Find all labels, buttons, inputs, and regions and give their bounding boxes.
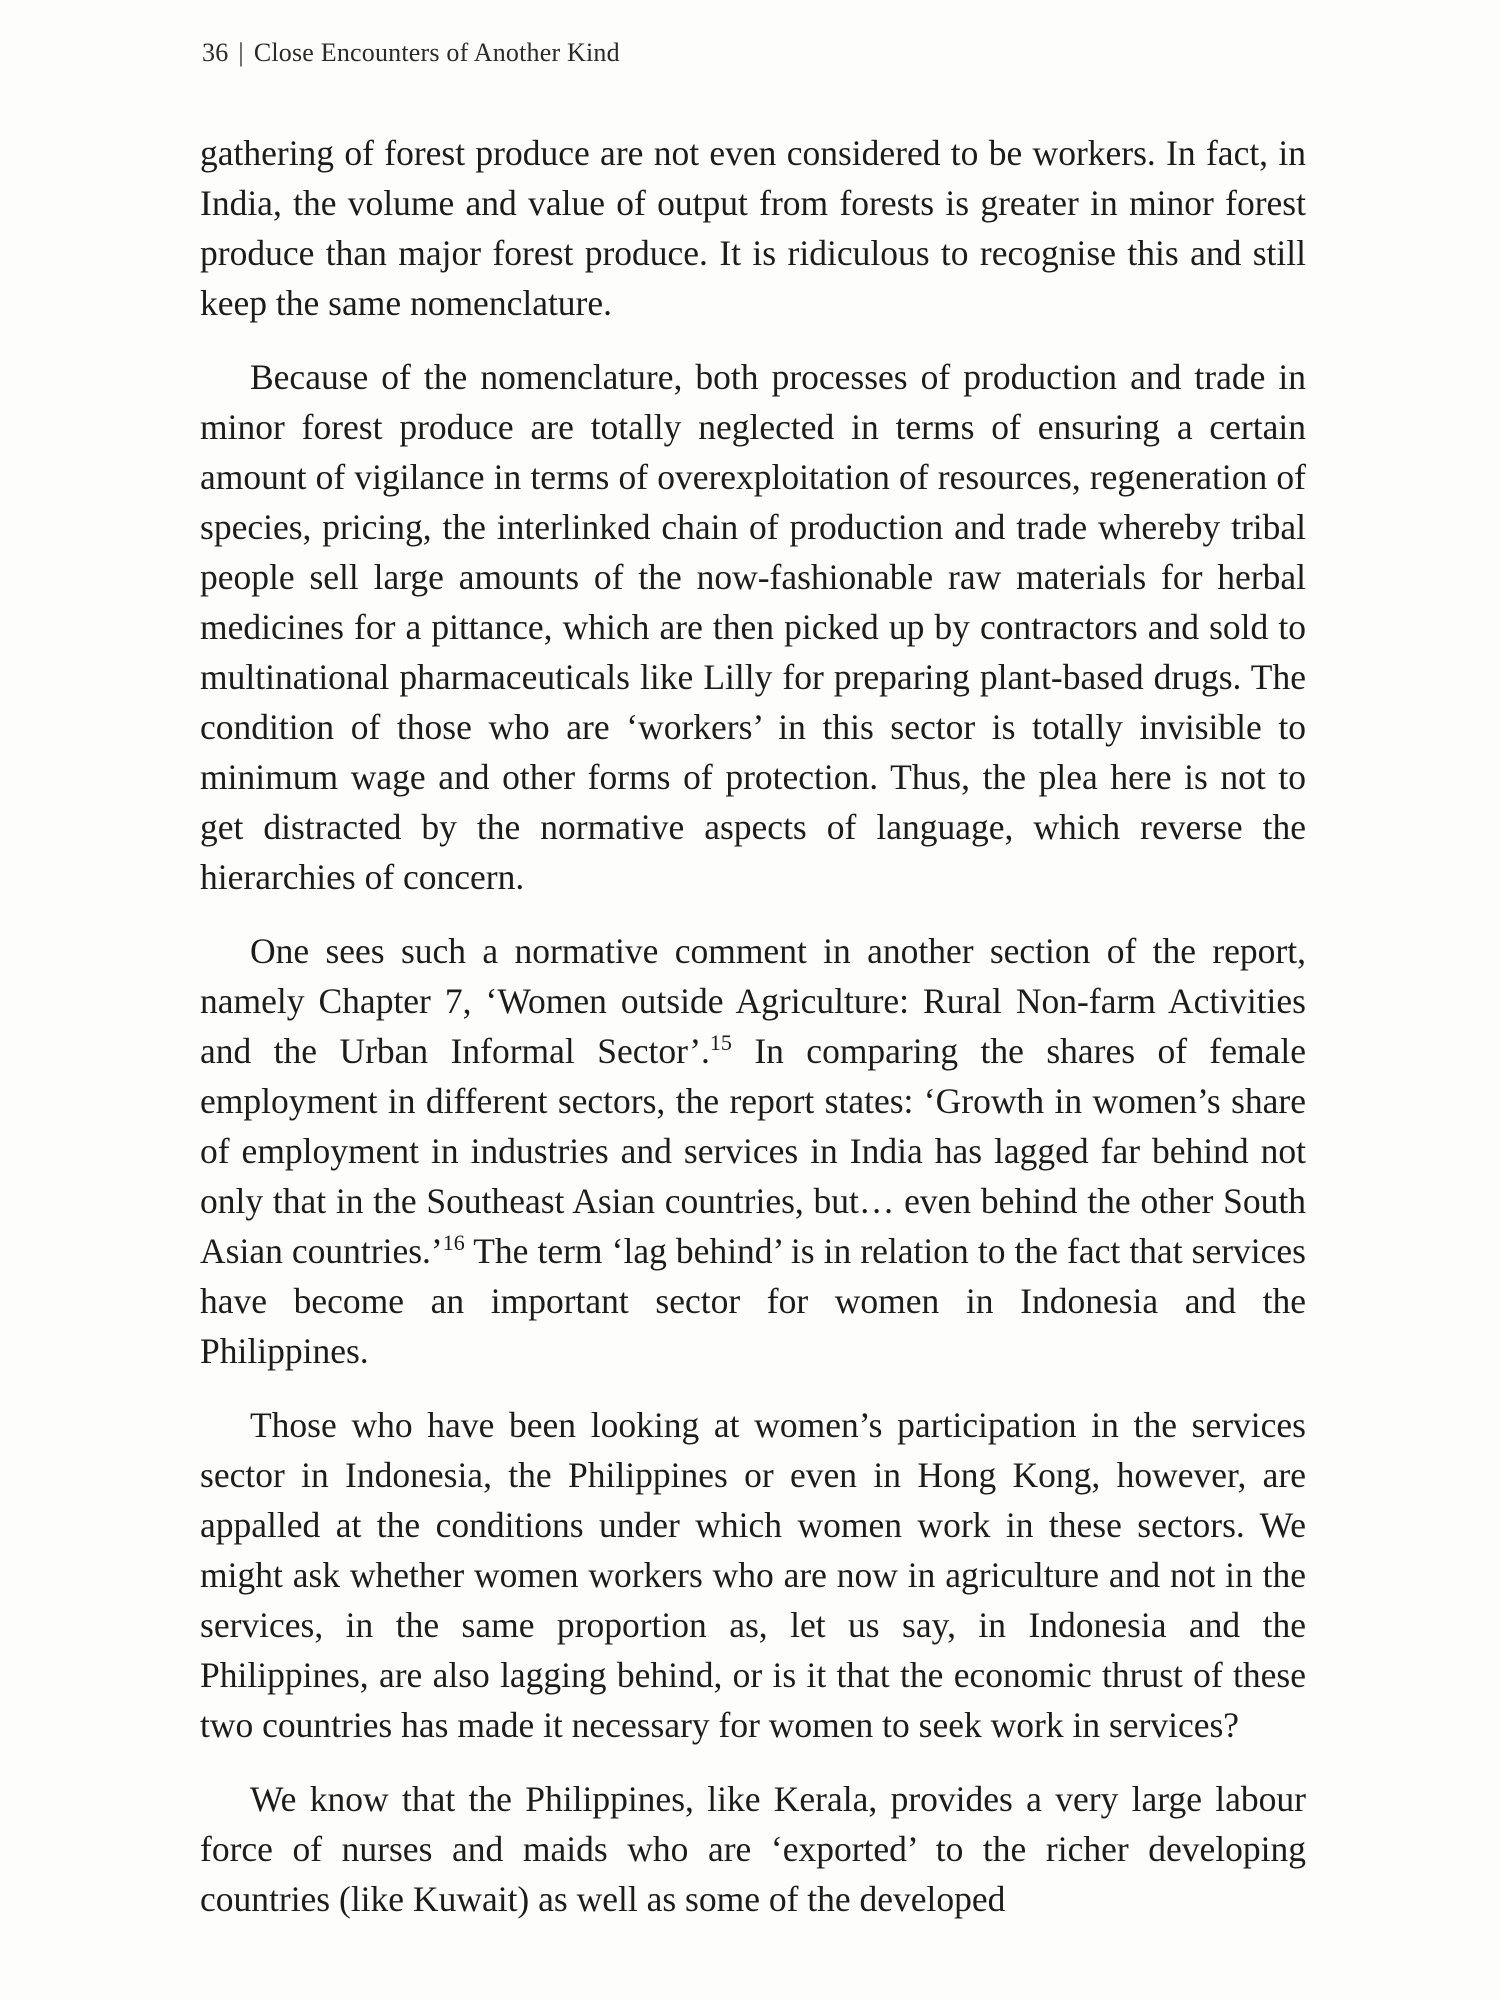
paragraph-with-notes — [200, 926, 1306, 1376]
paragraph-text: One sees such a normative comment in another section of the report, namely Chapter 7, ‘Women outside Agriculture: Rural Non-farm Activities and the Urban Informal Sector’. — [200, 931, 1306, 1071]
book-title: Close Encounters of Another Kind — [253, 38, 620, 67]
footnote-ref-16: 16 — [442, 1230, 465, 1255]
paragraph-continues: We know that the Philippines, like Kerala, provides a very large labour force of nurses and maids who are ‘exported’ to the richer developing countries (like Kuwait) as well as some of the developed — [200, 1779, 1306, 1919]
paragraph-text: In comparing the shares of female employment in different sectors, the report states: ‘Growth in women’s share of employment in industries and services in India has lagged far behind not only that in the Southeast Asian countries, but… even behind the other South Asian countries.’ — [200, 1031, 1306, 1271]
footnote-ref-15: 15 — [709, 1030, 732, 1055]
body-text — [200, 128, 1306, 1948]
page-number: 36 — [202, 38, 229, 67]
header-separator: | — [238, 38, 244, 67]
running-head — [202, 38, 620, 68]
paragraph-text: The term ‘lag behind’ is in relation to the fact that services have become an important sector for women in Indonesia and the Philippines. — [200, 1231, 1306, 1371]
paragraph: Because of the nomenclature, both processes of production and trade in minor forest produce are totally neglected in terms of ensuring a certain amount of vigilance in terms of overexploitation of resources, regeneration of species, pricing, the interlinked chain of production and trade whereby tribal people sell large amounts of the now-fashionable raw materials for herbal medicines for a pittance, which are then picked up by contractors and sold to multinational pharmaceuticals like Lilly for preparing plant-based drugs. The condition of those who are ‘workers’ in this sector is totally invisible to minimum wage and other forms of protection. Thus, the plea here is not to get distracted by the normative aspects of language, which reverse the hierarchies of concern. — [200, 357, 1306, 897]
paragraph-continued: gathering of forest produce are not even considered to be workers. In fact, in India, the volume and value of output from forests is greater in minor forest produce than major forest produce. It is ridiculous to recognise this and still keep the same nomenclature. — [200, 133, 1306, 323]
paragraph: Those who have been looking at women’s participation in the services sector in Indonesia, the Philippines or even in Hong Kong, however, are appalled at the conditions under which women work in these sectors. We might ask whether women workers who are now in agriculture and not in the services, in the same proportion as, let us say, in Indonesia and the Philippines, are also lagging behind, or is it that the economic thrust of these two countries has made it necessary for women to seek work in services? — [200, 1405, 1306, 1745]
